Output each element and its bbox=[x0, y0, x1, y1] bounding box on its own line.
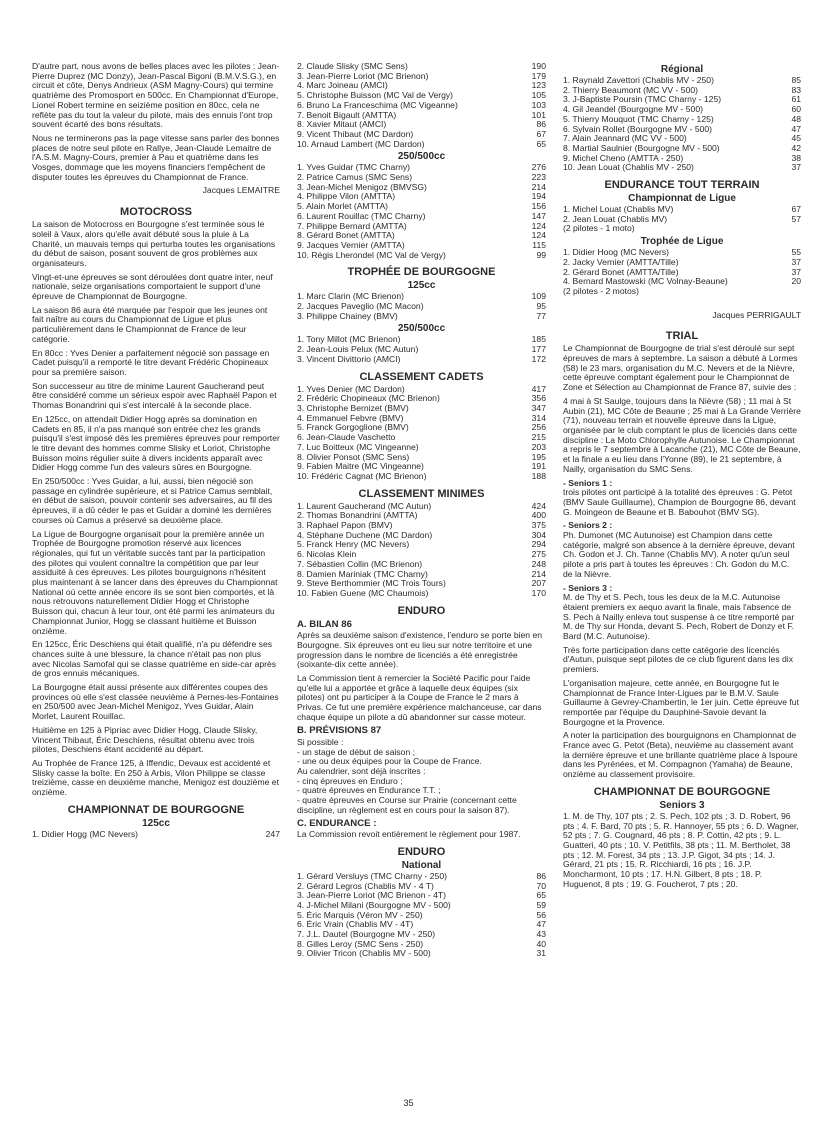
result-row bbox=[297, 872, 546, 882]
result-row bbox=[297, 940, 546, 950]
result-score: 214 bbox=[531, 181, 546, 192]
result-score: 37 bbox=[791, 162, 801, 173]
result-row bbox=[32, 830, 280, 840]
result-row bbox=[297, 453, 546, 463]
result-name: 2. Jacky Vernier (AMTTA/Tille) bbox=[563, 257, 679, 267]
result-row bbox=[297, 231, 546, 241]
result-name: 1. Tony Millot (MC Brienon) bbox=[297, 335, 401, 345]
result-name: 1. Gérard Versluys (TMC Charny - 250) bbox=[297, 871, 447, 881]
result-name: 4. Stéphane Duchene (MC Dardon) bbox=[297, 530, 433, 540]
result-name: 9. Fabien Maitre (MC Vingeanne) bbox=[297, 462, 424, 472]
result-row bbox=[297, 511, 546, 521]
result-score: 59 bbox=[536, 899, 546, 910]
result-row bbox=[297, 345, 546, 355]
result-score: 40 bbox=[536, 938, 546, 949]
column-2 bbox=[297, 62, 546, 959]
result-name: 7. Alain Jeannard (MC VV - 500) bbox=[563, 134, 687, 144]
class-title-regional: Régional bbox=[660, 64, 704, 75]
result-score: 67 bbox=[791, 204, 801, 215]
result-score: 124 bbox=[531, 220, 546, 231]
result-score: 203 bbox=[531, 441, 546, 452]
result-name: 10. Jean Louat (Chablis MV - 250) bbox=[563, 163, 694, 173]
result-name: 8. Gilles Leroy (SMC Sens - 250) bbox=[297, 939, 424, 949]
result-row bbox=[563, 95, 801, 105]
result-row bbox=[297, 241, 546, 251]
result-score: 109 bbox=[531, 291, 546, 302]
result-name: 4. Marc Joineau (AMCI) bbox=[297, 81, 388, 91]
bilan-text bbox=[297, 631, 546, 722]
result-row bbox=[297, 302, 546, 312]
paragraph: 4 mai à St Saulge, toujours dans la Nièvre (58) ; 11 mai à St Aubin (21), MC Côte de Beaune ; 25 mai à La Grande Verrière (71), nouveau terrain et nouvelle épreuve dans la Ligue, organisée par le club comptant le plus de licenciés dans cette discipline : La Moto Chlorophylle Autunoise. Le Championnat a repris le 7 septembre à Lacanche (21), MC Côte de Beaune, et la finale a eu lieu dans l'Yonne (89), le 21 septembre, à Nailly, organisation du SMC Sens. bbox=[563, 395, 801, 474]
result-name: 9. Michel Cheno (AMTTA - 250) bbox=[563, 153, 684, 163]
previsions-intro: Si possible : bbox=[297, 736, 344, 747]
list-item: - quatre épreuves en Course sur Prairie (concernant cette discipline, un règlement est en cours pour la saison 87). bbox=[297, 795, 517, 815]
result-row bbox=[297, 251, 546, 261]
result-name: 2. Thierry Beaumont (MC VV - 500) bbox=[563, 85, 699, 95]
result-row bbox=[297, 550, 546, 560]
result-name: 6. Sylvain Rollet (Bourgogne MV - 500) bbox=[563, 124, 713, 134]
result-name: 10. Régis Lherondel (MC Val de Vergy) bbox=[297, 250, 446, 260]
motocross-text bbox=[32, 220, 280, 798]
result-score: 67 bbox=[536, 128, 546, 139]
section-title-enduro: ENDURO bbox=[397, 604, 446, 617]
result-row bbox=[563, 154, 801, 164]
result-name: 2. Gérard Bonet (AMTTA/Tille) bbox=[563, 267, 679, 277]
result-score: 294 bbox=[531, 539, 546, 550]
result-score: 85 bbox=[791, 75, 801, 85]
paragraph: D'autre part, nous avons de belles places avec les pilotes : Jean-Pierre Duprez (MC Donzy), Jean-Pascal Bigoni (B.M.V.S.G.), en circuit et côte, Denys Andrieux (ASM Magny-Cours) qui termine quatrième des Promosport en 500cc. En Championnat d'Europe, Lionel Robert termine en seizième position en 80cc, cela ne reflète pas du tout la valeur du pilote, mais des ennuis l'ont trop souvent écarté des bons résultats. bbox=[32, 61, 280, 130]
result-row bbox=[563, 205, 801, 215]
result-name: 3. J-Baptiste Poursin (TMC Charny - 125) bbox=[563, 95, 722, 105]
result-score: 83 bbox=[791, 84, 801, 95]
list-item: Au calendrier, sont déjà inscrites : bbox=[297, 766, 426, 777]
result-score: 172 bbox=[531, 353, 546, 364]
result-row bbox=[297, 930, 546, 940]
result-name: 3. Jean-Michel Menigoz (BMVSG) bbox=[297, 182, 427, 192]
list-item: - quatre épreuves en Endurance T.T. ; bbox=[297, 785, 441, 796]
result-row bbox=[297, 120, 546, 130]
result-name: 2. Gérard Legros (Chablis MV - 4 T) bbox=[297, 881, 434, 891]
list-item: - une ou deux équipes pour la Coupe de France. bbox=[297, 756, 482, 767]
result-row bbox=[297, 355, 546, 365]
subsection-title-seniors3: - Seniors 3 : bbox=[563, 582, 613, 593]
result-row bbox=[563, 268, 801, 278]
result-score: 356 bbox=[531, 393, 546, 404]
result-score: 147 bbox=[531, 210, 546, 221]
result-score: 275 bbox=[531, 549, 546, 560]
result-row bbox=[297, 292, 546, 302]
result-score: 207 bbox=[531, 578, 546, 589]
paragraph: Au Trophée de France 125, à Iffendic, Devaux est accidenté et Slisky casse la boîte. En 250 à Arbis, Vilon Philippe se classe treizième, casse en deuxième manche, Menigoz est douzième et onzième. bbox=[32, 758, 279, 798]
result-name: 4. J-Michel Milani (Bourgogne MV - 500) bbox=[297, 900, 451, 910]
result-score: 101 bbox=[531, 109, 546, 120]
result-score: 56 bbox=[536, 909, 546, 920]
result-row bbox=[297, 560, 546, 570]
section-title-championnat: CHAMPIONNAT DE BOURGOGNE bbox=[67, 803, 245, 816]
result-row bbox=[297, 589, 546, 599]
paragraph: En 80cc : Yves Denier a parfaitement négocié son passage en Cadet puisqu'il a remporté le titre devant Frédéric Chopineaux pour sa première saison. bbox=[32, 347, 270, 377]
result-row bbox=[563, 134, 801, 144]
section-title-trial: TRIAL bbox=[665, 330, 699, 343]
result-name: 9. Jacques Vernier (AMTTA) bbox=[297, 240, 405, 250]
class-title-seniors3: Seniors 3 bbox=[659, 799, 705, 811]
result-row bbox=[297, 949, 546, 959]
result-row bbox=[297, 521, 546, 531]
result-score: 195 bbox=[531, 451, 546, 462]
result-name: 2. Jean Louat (Chablis MV) bbox=[563, 214, 668, 224]
subsection-title-previsions: B. PRÉVISIONS 87 bbox=[297, 725, 382, 737]
result-score: 31 bbox=[536, 948, 546, 959]
section-title-enduro: ENDURO bbox=[397, 845, 446, 858]
result-name: 9. Steve Berthommier (MC Trois Tours) bbox=[297, 579, 446, 589]
result-name: 3. Vincent Divittorio (AMCI) bbox=[297, 354, 401, 364]
trophee-results-125 bbox=[297, 292, 546, 321]
author-signature: Jacques PERRIGAULT bbox=[712, 309, 801, 320]
result-score: 247 bbox=[265, 828, 280, 839]
result-score: 86 bbox=[536, 119, 546, 130]
result-name: 6. Bruno La Franceschima (MC Vigeanne) bbox=[297, 100, 458, 110]
result-score: 45 bbox=[791, 133, 801, 144]
result-score: 375 bbox=[531, 520, 546, 531]
subsection-title-endurance: C. ENDURANCE : bbox=[297, 817, 377, 829]
result-score: 20 bbox=[791, 276, 801, 287]
result-name: 2. Jean-Louis Pelux (MC Autun) bbox=[297, 345, 419, 355]
result-score: 38 bbox=[791, 152, 801, 163]
result-score: 70 bbox=[536, 880, 546, 891]
result-name: 3. Christophe Bernizet (BMV) bbox=[297, 403, 409, 413]
result-score: 256 bbox=[531, 422, 546, 433]
result-row bbox=[297, 335, 546, 345]
result-row bbox=[297, 404, 546, 414]
result-row bbox=[297, 222, 546, 232]
paragraph: Le Championnat de Bourgogne de trial s'est déroulé sur sept épreuves de mars à septembre. La saison a débuté à Lormes (58) le 23 mars, organisation du M.C. Nevers et de la Nièvre, cette épreuve comptant également pour le Championnat de Zone et Sélection au Championnat de France 87, suivie des : bbox=[563, 343, 798, 393]
result-name: 2. Claude Slisky (SMC Sens) bbox=[297, 62, 408, 71]
result-name: 6. Jean-Claude Vaschetto bbox=[297, 433, 396, 443]
result-row bbox=[297, 472, 546, 482]
result-score: 61 bbox=[791, 94, 801, 105]
result-score: 47 bbox=[536, 919, 546, 930]
result-row bbox=[297, 212, 546, 222]
result-score: 190 bbox=[531, 61, 546, 71]
result-row bbox=[297, 81, 546, 91]
paragraph: L'organisation majeure, cette année, en Bourgogne fut le Championnat de France Inter-Ligues par le B.M.V. Saule Guillaume à Gevrey-Chambertin, le 1er juin. Cette épreuve fut remportée par l'équipe du Dauphiné-Savoie devant la Bourgogne et la Provence. bbox=[563, 677, 799, 727]
paragraph: La saison de Motocross en Bourgogne s'est terminée sous le soleil à Vaux, alors qu'elle avait débuté sous la pluie à La Charité, un mauvais temps qui perturba toutes les organisations du début de saison, posant souvent de gros problèmes aux organisateurs. bbox=[32, 219, 276, 268]
result-score: 95 bbox=[536, 301, 546, 312]
result-score: 47 bbox=[791, 123, 801, 134]
column-1 bbox=[32, 62, 280, 840]
result-name: 1. Michel Louat (Chablis MV) bbox=[563, 205, 674, 215]
result-name: 10. Frédéric Cagnat (MC Brienon) bbox=[297, 471, 427, 481]
paragraph: Après sa deuxième saison d'existence, l'enduro se porte bien en Bourgogne. Six épreuves ont eu lieu sur notre territoire et une progression dans le nombre de licenciés a été enregistrée (soixante-dix cette année). bbox=[297, 630, 543, 670]
result-row bbox=[297, 130, 546, 140]
paragraph: Huitième en 125 à Pipriac avec Didier Hogg, Claude Slisky, Vincent Thibaut, Éric Deschiens, résultat obtenu avec trois pilotes, Deschiens étant accidenté au départ. bbox=[32, 724, 258, 755]
result-row bbox=[297, 101, 546, 111]
result-score: 123 bbox=[531, 80, 546, 91]
column-3 bbox=[563, 62, 801, 894]
paragraph: Vingt-et-une épreuves se sont déroulées dont quatre inter, neuf nationale, seize organisations comportaient le support d'une épreuve de Championnat de Bourgogne. bbox=[32, 271, 273, 302]
results-minimes bbox=[297, 502, 546, 599]
result-name: 6. Éric Vrain (Chablis MV - 4T) bbox=[297, 920, 414, 930]
result-name: 2. Frédéric Chopineaux (MC Brienon) bbox=[297, 394, 440, 404]
result-row bbox=[297, 385, 546, 395]
paragraph: La Commission tient à remercier la Société Pacific pour l'aide qu'elle lui a apportée et grâce à laquelle deux équipes (six pilotes) ont pu participer à la Coupe de France le 2 mars à Privas. Ce fut une première expérience malchanceuse, car dans chaque équipe un pilote a dû abandonner sur casse moteur. bbox=[297, 672, 542, 722]
result-row bbox=[297, 502, 546, 512]
paragraph: Ph. Dumonet (MC Autunoise) est Champion dans cette catégorie, malgré son absence à la dernière épreuve, devant Ch. Godon et J. Ch. Tanne (Chablis MV). A noter qu'un seul pilote a pris part à toutes les épreuves : Ch. Godon du M.C. de la Nièvre. bbox=[563, 530, 795, 579]
result-row bbox=[563, 105, 801, 115]
results-125 bbox=[297, 62, 546, 149]
result-score: 170 bbox=[531, 587, 546, 598]
result-score: 86 bbox=[536, 870, 546, 881]
paragraph: Très forte participation dans cette catégorie des licenciés d'Autun, puisque sept pilotes de ce club figurent dans les dix premiers. bbox=[563, 644, 794, 675]
result-row bbox=[297, 443, 546, 453]
result-row bbox=[297, 570, 546, 580]
result-score: 42 bbox=[791, 142, 801, 153]
result-name: 8. Damien Mariniak (TMC Charny) bbox=[297, 569, 428, 579]
result-score: 417 bbox=[531, 383, 546, 394]
result-name: 4. Emmanuel Febvre (BMV) bbox=[297, 413, 404, 423]
trial-text bbox=[563, 344, 801, 474]
result-name: 1. Laurent Gaucherand (MC Autun) bbox=[297, 501, 432, 511]
result-name: 3. Jean-Pierre Loriot (MC Brienon) bbox=[297, 71, 429, 81]
section-title-cadets: CLASSEMENT CADETS bbox=[359, 370, 484, 383]
result-name: 7. Benoit Bigault (AMTTA) bbox=[297, 110, 397, 120]
result-name: 7. J.L. Dautel (Bourgogne MV - 250) bbox=[297, 930, 436, 940]
result-score: 43 bbox=[536, 929, 546, 940]
result-score: 37 bbox=[791, 256, 801, 267]
result-score: 103 bbox=[531, 99, 546, 110]
result-name: 4. Philippe Vilon (AMTTA) bbox=[297, 192, 396, 202]
result-row bbox=[297, 312, 546, 322]
result-row bbox=[297, 202, 546, 212]
paragraph: La Bourgogne était aussi présente aux différentes coupes des provinces où elle s'est classée neuvième à Pernes-les-Fontaines en 250/500 avec Jean-Michel Menigoz, Yves Guidar, Alain Morlet, Laurent Rouillac. bbox=[32, 682, 279, 722]
result-row bbox=[297, 394, 546, 404]
result-name: 2. Jacques Paveglio (MC Macon) bbox=[297, 302, 424, 312]
result-score: 179 bbox=[531, 70, 546, 81]
class-title-ligue: Championnat de Ligue bbox=[628, 193, 736, 205]
result-score: 48 bbox=[791, 113, 801, 124]
class-title-125: 125cc bbox=[407, 280, 436, 292]
result-row bbox=[563, 115, 801, 125]
paragraph: En 125cc, Éric Deschiens qui était qualifié, n'a pu défendre ses chances suite à une blessure, la chance n'était pas non plus avec Nicolas Samofal qui se classe quatrième en side-car après de gros ennuis mécaniques. bbox=[32, 639, 277, 679]
paragraph: Son successeur au titre de minime Laurent Gaucherand peut être considéré comme un sérieux espoir avec Raphaël Papon et Thomas Bonandrini qui s'est intercalé à la seconde place. bbox=[32, 380, 277, 411]
result-score: 177 bbox=[531, 344, 546, 355]
result-score: 215 bbox=[531, 432, 546, 443]
result-score: 57 bbox=[791, 213, 801, 224]
result-name: 10. Fabien Guene (MC Chaumois) bbox=[297, 588, 429, 598]
result-score: 65 bbox=[536, 890, 546, 901]
section-title-endurance-tt: ENDURANCE TOUT TERRAIN bbox=[604, 179, 760, 192]
paragraph: 1. M. de Thy, 107 pts ; 2. S. Pech, 102 pts ; 3. D. Robert, 96 pts ; 4. F. Bard, 70 pts ; 5. R. Hannoyer, 55 pts ; 6. D. Wagner, 52 pts ; 7. G. Cougnard, 46 pts ; 8. P. Cottin, 42 pts ; 9. L. Guatteri, 40 pts ; 10. V. Petitfils, 38 pts ; 11. M. Bertholet, 38 pts ; 12. M. Forest, 34 pts ; 13. J.P. Gigot, 34 pts ; 14. J. Gérard, 21 pts ; 15. R. Ricchiardi, 16 pts ; 16. J.P. Moncharmont, 10 pts ; 17. H.N. Gilbert, 8 pts ; 18. P. Huguenot, 8 pts ; 19. G. Foucherot, 7 pts ; 20. bbox=[563, 810, 799, 889]
result-row bbox=[563, 86, 801, 96]
result-score: 115 bbox=[532, 239, 546, 250]
list-item: - un stage de début de saison ; bbox=[297, 746, 416, 757]
result-name: 5. Alain Morlet (AMTTA) bbox=[297, 202, 389, 212]
result-name: 4. Gil Jeandel (Bourgogne MV - 500) bbox=[563, 105, 703, 115]
results-cadets bbox=[297, 385, 546, 482]
note: (2 pilotes - 1 moto) bbox=[563, 223, 635, 234]
result-name: 2. Thomas Bonandrini (AMTTA) bbox=[297, 511, 418, 521]
result-row bbox=[297, 91, 546, 101]
result-row bbox=[297, 911, 546, 921]
result-score: 314 bbox=[531, 412, 546, 423]
result-score: 60 bbox=[791, 104, 801, 115]
result-score: 276 bbox=[531, 162, 546, 173]
result-row bbox=[297, 414, 546, 424]
results-ligue bbox=[563, 205, 801, 224]
result-name: 6. Laurent Rouillac (TMC Charny) bbox=[297, 211, 426, 221]
result-name: 8. Olivier Ponsot (SMC Sens) bbox=[297, 452, 410, 462]
result-score: 156 bbox=[531, 201, 546, 212]
paragraph: trois pilotes ont participé à la totalité des épreuves : G. Petot (BMV Saule Guillaume), Champion de Bourgogne 86, devant G. Moingeon de Beaune et B. Babouhot (BMV SG). bbox=[563, 487, 796, 517]
result-name: 9. Olivier Tricon (Chablis MV - 500) bbox=[297, 949, 431, 959]
result-score: 304 bbox=[531, 529, 546, 540]
result-row bbox=[297, 183, 546, 193]
result-name: 2. Patrice Camus (SMC Sens) bbox=[297, 173, 413, 183]
result-name: 8. Martial Saulnier (Bourgogne MV - 500) bbox=[563, 143, 720, 153]
class-title-national: National bbox=[401, 859, 442, 871]
result-score: 37 bbox=[791, 266, 801, 277]
class-title-250: 250/500cc bbox=[397, 151, 446, 163]
result-name: 5. Thierry Mouquot (TMC Charny - 125) bbox=[563, 114, 714, 124]
paragraph: En 125cc, on attendait Didier Hogg après sa domination en Cadets en 85, il n'a pas manqué son entrée chez les grands puisqu'il s'est imposé dès les premières épreuves pour remporter le titre devant des hommes comme Slisky et Loriot, Christophe Buisson moins régulier suite à divers incidents apparaît avec Didier Hogg comme l'un des valeurs sûres en Bourgogne. bbox=[32, 413, 280, 473]
result-score: 185 bbox=[531, 334, 546, 345]
paragraph: La Commission revoit entièrement le règlement pour 1987. bbox=[297, 829, 521, 840]
result-name: 1. Yves Guidar (TMC Charny) bbox=[297, 163, 411, 173]
result-score: 194 bbox=[531, 191, 546, 202]
results-regional bbox=[563, 76, 801, 173]
result-name: 7. Philippe Bernard (AMTTA) bbox=[297, 221, 407, 231]
result-score: 191 bbox=[531, 461, 546, 472]
results-250 bbox=[297, 163, 546, 260]
result-row bbox=[297, 579, 546, 589]
section-title-minimes: CLASSEMENT MINIMES bbox=[358, 487, 485, 500]
result-name: 5. Franck Henry (MC Nevers) bbox=[297, 540, 410, 550]
result-score: 188 bbox=[531, 470, 546, 481]
page-number: 35 bbox=[403, 1098, 414, 1108]
result-row bbox=[297, 62, 546, 72]
result-row bbox=[297, 462, 546, 472]
result-name: 3. Jean-Pierre Loriot (MC Brienon - 4T) bbox=[297, 891, 447, 901]
result-score: 400 bbox=[531, 510, 546, 521]
result-name: 10. Arnaud Lambert (MC Dardon) bbox=[297, 139, 425, 149]
result-name: 3. Raphael Papon (BMV) bbox=[297, 521, 393, 531]
result-name: 1. Marc Clarin (MC Brienon) bbox=[297, 292, 404, 302]
result-name: 7. Luc Boitteux (MC Vingeanne) bbox=[297, 442, 419, 452]
section-title-trophee: TROPHÉE DE BOURGOGNE bbox=[347, 266, 496, 279]
result-score: 105 bbox=[531, 90, 546, 101]
class-title-125: 125cc bbox=[142, 817, 170, 829]
result-row bbox=[563, 76, 801, 86]
result-row bbox=[297, 192, 546, 202]
result-name: 5. Christophe Buisson (MC Val de Vergy) bbox=[297, 91, 454, 101]
result-name: 7. Sébastien Collin (MC Brienon) bbox=[297, 559, 423, 569]
result-row bbox=[297, 72, 546, 82]
result-score: 99 bbox=[536, 249, 546, 260]
result-row bbox=[297, 531, 546, 541]
result-score: 223 bbox=[531, 172, 546, 183]
result-score: 55 bbox=[791, 247, 801, 258]
result-name: 3. Philippe Chainey (BMV) bbox=[297, 311, 398, 321]
result-row bbox=[297, 111, 546, 121]
paragraph: Nous ne terminerons pas la page vitesse sans parler des bonnes places de notre seul pilote en Rallye, Jean-Claude Lemaitre de l'A.S.M. Magny-Cours, premier à Pau et quatrième dans les Vosges, dommage que les moyens financiers l'empêchent de disputer toutes les épreuves du Championnat de France. bbox=[32, 132, 280, 182]
result-name: 6. Nicolas Klein bbox=[297, 550, 357, 560]
result-row bbox=[297, 540, 546, 550]
result-row bbox=[297, 163, 546, 173]
class-title-250: 250/500cc bbox=[397, 323, 446, 335]
result-score: 214 bbox=[531, 568, 546, 579]
paragraph: En 250/500cc : Yves Guidar, a lui, aussi, bien négocié son passage en cylindrée supérieure, et si Patrice Camus semblait, en début de saison, pouvoir contenir ses adversaires, au fil des épreuves, il a dû céder le pas et Guidar a dominé les dernières courses où Camus a préservé sa deuxième place. bbox=[32, 476, 273, 525]
result-score: 248 bbox=[531, 558, 546, 569]
result-name: 1. Yves Denier (MC Dardon) bbox=[297, 384, 405, 394]
result-score: 347 bbox=[531, 402, 546, 413]
result-row bbox=[563, 163, 801, 173]
subsection-title-bilan: A. BILAN 86 bbox=[297, 618, 352, 630]
result-row bbox=[297, 901, 546, 911]
result-name: 8. Gérard Bonet (AMTTA) bbox=[297, 231, 395, 241]
result-row bbox=[563, 144, 801, 154]
result-row bbox=[297, 882, 546, 892]
subsection-title-seniors2: - Seniors 2 : bbox=[563, 520, 613, 531]
paragraph: La Ligue de Bourgogne organisait pour la première année un Trophée de Bourgogne promotion réservé aux licences régionales, qui fut un véritable succès tant par la participation des pilotes qui voulent connaître la compétition que par leur assiduité à ces épreuves. Les pilotes bourguignons n'hésitent plus maintenant à se lancer dans des épreuves du Championnat National où cette année encore ils se sont bien comportés, et là nous retrouvons naturellement Didier Hogg et Christophe Buisson qui, chacun à leur tour, ont été parmi les animateurs du Championnat Junior, Hogg se classant huitième et Buisson onzième. bbox=[32, 528, 278, 636]
section-title-motocross: MOTOCROSS bbox=[120, 206, 192, 219]
result-name: 4. Bernard Mastowski (MC Volnay-Beaune) bbox=[563, 277, 728, 287]
results-national bbox=[297, 872, 546, 959]
result-score: 65 bbox=[536, 138, 546, 149]
result-score: 77 bbox=[536, 310, 546, 321]
result-row bbox=[297, 891, 546, 901]
result-row bbox=[297, 920, 546, 930]
result-score: 124 bbox=[531, 230, 546, 241]
subsection-title-seniors1: - Seniors 1 : bbox=[563, 477, 613, 488]
result-row bbox=[297, 433, 546, 443]
class-title-trophee-ligue: Trophée de Ligue bbox=[640, 236, 724, 248]
result-row bbox=[297, 140, 546, 150]
seniors3-text bbox=[563, 593, 801, 780]
list-item: - cinq épreuves en Enduro ; bbox=[297, 775, 403, 786]
result-row bbox=[563, 258, 801, 268]
result-score: 424 bbox=[531, 500, 546, 511]
results-trophee-ligue bbox=[563, 248, 801, 287]
paragraph: La saison 86 aura été marquée par l'espoir que les jeunes ont fait naître au cours du Championnat de Ligue et plus particulièrement dans le Championnat de France de leur catégorie. bbox=[32, 304, 268, 344]
result-name: 1. Didier Hoog (MC Nevers) bbox=[563, 248, 670, 258]
result-name: 5. Franck Gorgoglione (BMV) bbox=[297, 423, 409, 433]
result-name: 5. Éric Marquis (Véron MV - 250) bbox=[297, 910, 423, 920]
result-name: 8. Xavier Mitaut (AMCI) bbox=[297, 120, 387, 130]
previsions-list bbox=[297, 748, 546, 816]
trophee-results-250 bbox=[297, 335, 546, 364]
paragraph: A noter la participation des bourguignons en Championnat de France avec G. Petot (Beta), neuvième au classement avant la dernière épreuve et une brillante quatrième place à Ispoure dans les Pyrénées, et M. Compagnon (Yamaha) de Beaune, onzième au classement provisoire. bbox=[563, 730, 798, 780]
result-row bbox=[297, 173, 546, 183]
result-name: 1. Raynald Zavettori (Chablis MV - 250) bbox=[563, 76, 714, 85]
author-signature: Jacques LEMAITRE bbox=[202, 185, 280, 196]
result-row bbox=[563, 125, 801, 135]
result-name: 1. Didier Hogg (MC Nevers) bbox=[32, 829, 139, 839]
result-row bbox=[297, 423, 546, 433]
result-name: 9. Vicent Thibaut (MC Dardon) bbox=[297, 129, 414, 139]
result-row bbox=[563, 248, 801, 258]
section-title-championnat: CHAMPIONNAT DE BOURGOGNE bbox=[593, 785, 771, 798]
note: (2 pilotes - 2 motos) bbox=[563, 285, 639, 296]
paragraph: M. de Thy et S. Pech, tous les deux de la M.C. Autunoise étaient premiers ex aequo avant la finale, mais l'absence de S. Pech à Nailly enleva tout suspense à ce titre remporté par M. de Thy sur Honda, devant S. Pech, Robert de Donzy et F. Bard (M.C. Autunoise). bbox=[563, 592, 795, 642]
